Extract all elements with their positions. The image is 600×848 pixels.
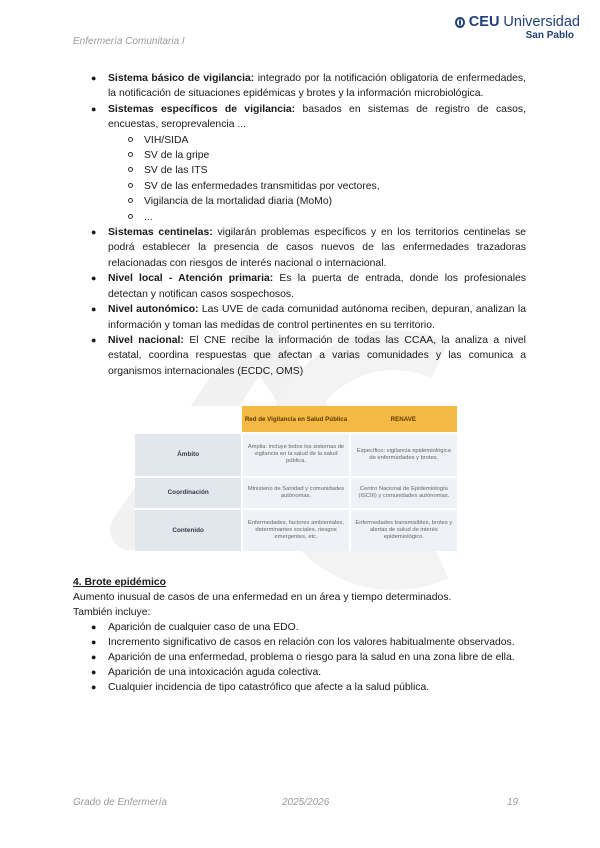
sub-list-item: SV de las enfermedades transmitidas por vectores,	[88, 179, 526, 194]
table-cell: Ministerio de Sanidad y comunidades autónomas.	[242, 477, 349, 509]
row-label: Coordinación	[135, 477, 242, 509]
outbreak-section	[73, 575, 528, 695]
section-intro: Aumento inusual de casos de una enfermedad en un área y tiempo determinados.	[73, 592, 452, 603]
footer-page-number: 19	[507, 797, 519, 808]
row-label: Contenido	[135, 509, 242, 551]
table-header: RENAVE	[350, 406, 457, 433]
section-title: 4. Brote epidémico	[73, 577, 166, 588]
table-cell: Enfermedades transmisibles, brotes y alertas de salud de interés epidemiológico.	[350, 509, 457, 551]
table-cell: Centro Nacional de Epidemiología (ISCIII) y comunidades autónomas.	[350, 477, 457, 509]
sub-list-item: ...	[88, 210, 526, 225]
sub-list-item: Vigilancia de la mortalidad diaria (MoMo)	[88, 194, 526, 209]
list-item: ● Incremento significativo de casos en relación con los valores habitualmente observados.	[91, 637, 515, 648]
list-item: ● Aparición de una enfermedad, problema o riesgo para la salud en una zona libre de ella.	[91, 652, 515, 663]
logo-brand: CEU	[468, 14, 500, 30]
table-row	[135, 509, 457, 551]
row-label: Ámbito	[135, 433, 242, 477]
section-also: También incluye:	[73, 607, 151, 618]
list-item: ● Nivel autonómico: Las UVE de cada comunidad autónoma reciben, depuran, analizan la información y toman las medidas de control pertinentes en su territorio.	[91, 304, 527, 331]
list-item: ● Cualquier incidencia de tipo catastrófico que afecte a la salud pública.	[91, 682, 430, 693]
surveillance-list	[88, 71, 526, 379]
table-cell: Específico: vigilancia epidemiológica de enfermedades y brotes.	[350, 433, 457, 477]
list-item: ● Sistemas centinelas: vigilarán problemas específicos y en los territorios centinelas se podrá establecer la presencia de casos nuevos de las enfermedades trazadoras relacionadas con riesgos de interés nacional o internacional.	[91, 227, 526, 269]
footer-degree: Grado de Enfermería	[73, 797, 167, 808]
table-row	[135, 433, 457, 477]
table-row	[135, 477, 457, 509]
table-header: Red de Vigilancia en Salud Pública	[242, 406, 349, 433]
sub-list-item: SV de las ITS	[88, 163, 526, 178]
list-item: ● Aparición de una intoxicación aguda colectiva.	[91, 667, 322, 678]
table-cell: Amplia: incluye todos los sistemas de vigilancia en la salud de la salud pública.	[242, 433, 349, 477]
table-cell: Enfermedades, factores ambientales, determinantes sociales, riesgos emergentes, etc.	[242, 509, 349, 551]
list-item: ● Sistema básico de vigilancia: integrado por la notificación obligatoria de enfermedades, la notificación de situaciones epidémicas y brotes y la información microbiológica.	[91, 73, 526, 100]
university-logo	[455, 14, 580, 48]
list-item: ● Aparición de cualquier caso de una EDO.	[91, 622, 299, 633]
sub-list-item: VIH/SIDA	[88, 133, 526, 148]
logo-subtitle: San Pablo	[525, 30, 574, 41]
list-item: ● Nivel nacional: El CNE recibe la información de todas las CCAA, la analiza a nivel estatal, coordina respuestas que afectan a varias comunidades y las comunica a organismos internacionales (ECDC, OMS)	[91, 334, 526, 377]
logo-word: Universidad	[503, 14, 580, 30]
sub-list-item: SV de la gripe	[88, 148, 526, 163]
list-item: ● Sistemas específicos de vigilancia: basados en sistemas de registro de casos, encuestas, seroprevalencia ...	[91, 103, 526, 131]
footer-year: 2025/2026	[282, 797, 330, 808]
list-item: ● Nivel local - Atención primaria: Es la puerta de entrada, donde los profesionales detectan y notifican casos sospechosos.	[91, 273, 526, 300]
comparison-table	[135, 406, 457, 551]
header-course-title: Enfermería Comunitaria I	[73, 36, 185, 47]
globe-icon	[455, 17, 465, 28]
